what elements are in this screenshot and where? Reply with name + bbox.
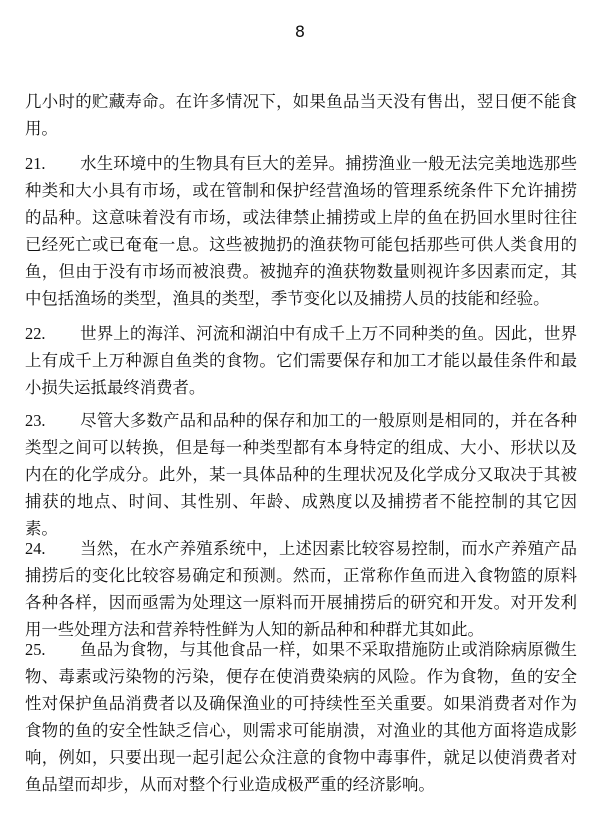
paragraph-number: 21. bbox=[25, 154, 46, 173]
page-number: 8 bbox=[294, 22, 306, 41]
paragraph-text: 水生环境中的生物具有巨大的差异。捕捞渔业一般无法完美地选那些种类和大小具有市场，或在管制和保护经营渔场的管理系统条件下允许捕捞的品种。这意味着没有市场，或法律禁止捕捞或上岸的鱼在扔回水里时往往已经死亡或已奄奄一息。这些被抛扔的渔获物可能包括那些可供人类食用的鱼，但由于没有市场而被浪费。被抛弃的渔获物数量则视许多因素而定，其中包括渔场的类型，渔具的类型，季节变化以及捕捞人员的技能和经验。 bbox=[25, 154, 577, 308]
paragraph-number: 25. bbox=[25, 640, 46, 659]
paragraph-25 bbox=[25, 636, 577, 798]
paragraph-number: 24. bbox=[25, 539, 46, 558]
paragraph-text: 当然，在水产养殖系统中，上述因素比较容易控制，而水产养殖产品捕捞后的变化比较容易确定和预测。然而，正常称作鱼而进入食物篮的原料各种各样，因而亟需为处理这一原料而开展捕捞后的研究和开发。对开发利用一些处理方法和营养特性鲜为人知的新品种和种群尤其如此。 bbox=[25, 539, 577, 639]
paragraph-number: 23. bbox=[25, 411, 46, 430]
paragraph-22 bbox=[25, 320, 577, 401]
paragraph-text: 世界上的海洋、河流和湖泊中有成千上万不同种类的鱼。因此，世界上有成千上万种源自鱼类的食物。它们需要保存和加工才能以最佳条件和最小损失运抵最终消费者。 bbox=[25, 324, 577, 397]
paragraph-24 bbox=[25, 535, 577, 643]
paragraph-21 bbox=[25, 150, 577, 312]
paragraph-text: 几小时的贮藏寿命。在许多情况下，如果鱼品当天没有售出，翌日便不能食用。 bbox=[25, 92, 577, 138]
paragraph-23 bbox=[25, 407, 577, 542]
paragraph-continued bbox=[25, 88, 577, 142]
paragraph-text: 鱼品为食物，与其他食品一样，如果不采取措施防止或消除病原微生物、毒素或污染物的污染，便存在使消费染病的风险。作为食物，鱼的安全性对保护鱼品消费者以及确保渔业的可持续性至关重要。如果消费者对作为食物的鱼的安全性缺乏信心，则需求可能崩溃，对渔业的其他方面将造成影响，例如，只要出现一起引起公众注意的食物中毒事件，就足以使消费者对鱼品望而却步，从而对整个行业造成极严重的经济影响。 bbox=[25, 640, 577, 794]
paragraph-number: 22. bbox=[25, 324, 46, 343]
paragraph-text: 尽管大多数产品和品种的保存和加工的一般原则是相同的，并在各种类型之间可以转换，但是每一种类型都有本身特定的组成、大小、形状以及内在的化学成分。此外，某一具体品种的生理状况及化学成分又取决于其被捕获的地点、时间、其性别、年龄、成熟度以及捕捞者不能控制的其它因素。 bbox=[25, 411, 577, 538]
